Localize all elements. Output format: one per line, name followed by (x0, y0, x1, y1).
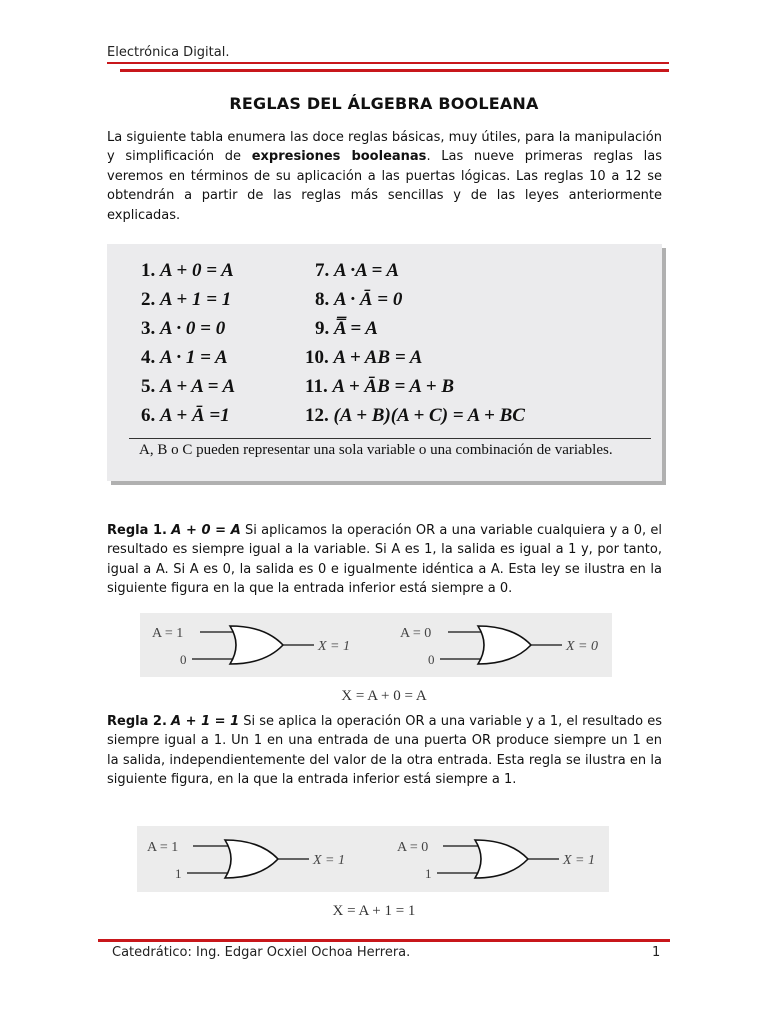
header-rule-bottom (120, 69, 669, 72)
rule1-paragraph (107, 521, 662, 599)
footer-author: Catedrático: Ing. Edgar Ocxiel Ochoa Herrera. (112, 945, 411, 960)
document-header: Electrónica Digital. (107, 45, 230, 60)
rule-7: 7. A ·A = A (315, 260, 400, 281)
intro-paragraph (107, 128, 662, 225)
rule-2: 2. A + 1 = 1 (141, 289, 232, 310)
gate1-input-b: 0 (180, 652, 187, 667)
rule-10: 10. A + AB = A (305, 347, 423, 368)
rule2-paragraph (107, 712, 662, 790)
or-gate-3 (147, 840, 345, 881)
rule1-caption: X = A + 0 = A (341, 688, 427, 704)
gate1-input-a: A = 1 (152, 626, 184, 641)
rule-9: 9. A̿ = A (315, 318, 378, 339)
gate3-input-b: 1 (175, 866, 182, 881)
rule-6: 6. A + Ā =1 (141, 405, 230, 426)
rules-divider (129, 438, 651, 439)
rules-table (107, 244, 662, 481)
or-gate-1 (152, 626, 350, 667)
gate2-input-b: 0 (428, 652, 435, 667)
rule-1: 1. A + 0 = A (141, 260, 234, 281)
footer-rule (98, 939, 670, 942)
rule1-text: Si aplicamos la operación OR a una variable cualquiera y a 0, el resultado es siempre igual a la variable. Si A es 1, la salida es igual a 1 y, por tanto, igual a A. Si A es 0, la salida es 0 e igualmente idéntica a A. Esta ley se ilustra en la siguiente figura en la que la entrada inferior está siempre a 0. (107, 523, 662, 597)
rule-11: 11. A + ĀB = A + B (305, 376, 454, 397)
rule-12: 12. (A + B)(A + C) = A + BC (305, 405, 525, 426)
rule1-label: Regla 1. (107, 523, 167, 538)
rule1-gates-svg (140, 613, 612, 677)
or-gate-2 (400, 626, 598, 667)
rule-4: 4. A · 1 = A (141, 347, 228, 368)
intro-text-1: La siguiente tabla enumera las doce reglas básicas, muy útiles, para la manipulación y simplificación de (107, 130, 662, 165)
gate1-output: X = 1 (318, 639, 350, 654)
header-rule-top (107, 62, 669, 64)
rule-5: 5. A + A = A (141, 376, 236, 397)
rules-footnote: A, B o C pueden representar una sola variable o una combinación de variables. (139, 442, 613, 458)
rule2-gate-figure (137, 826, 609, 892)
rule2-label: Regla 2. (107, 714, 167, 729)
page-number: 1 (652, 945, 661, 960)
rule2-text: Si se aplica la operación OR a una variable y a 1, el resultado es siempre igual a 1. Un 1 en una entrada de una puerta OR produce siempre un 1 en la salida, independientemente del valor de la otra entrada. Esta regla se ilustra en la siguiente figura, en la que la entrada inferior está siempre a 1. (107, 714, 662, 788)
gate4-input-a: A = 0 (397, 840, 429, 855)
gate4-output: X = 1 (563, 853, 595, 868)
gate3-input-a: A = 1 (147, 840, 179, 855)
gate2-output: X = 0 (566, 639, 598, 654)
rule1-formula: A + 0 = A (171, 523, 241, 538)
rule2-formula: A + 1 = 1 (171, 714, 240, 729)
page-title: REGLAS DEL ÁLGEBRA BOOLEANA (229, 94, 539, 113)
rule1-gate-figure (140, 613, 612, 677)
gate3-output: X = 1 (313, 853, 345, 868)
gate4-input-b: 1 (425, 866, 432, 881)
or-gate-4 (397, 840, 595, 881)
rule2-caption: X = A + 1 = 1 (332, 903, 416, 919)
intro-bold: expresiones booleanas (251, 149, 427, 165)
rule-3: 3. A · 0 = 0 (141, 318, 226, 339)
intro-text-2: . Las nueve primeras reglas las veremos en términos de su aplicación a las puertas lógicas. Las reglas 10 a 12 se obtendrán a partir de las reglas más sencillas y de las leyes anteriormente explicadas. (107, 149, 662, 223)
gate2-input-a: A = 0 (400, 626, 432, 641)
rule-8: 8. A · Ā = 0 (315, 289, 403, 310)
rule2-gates-svg (137, 826, 609, 892)
